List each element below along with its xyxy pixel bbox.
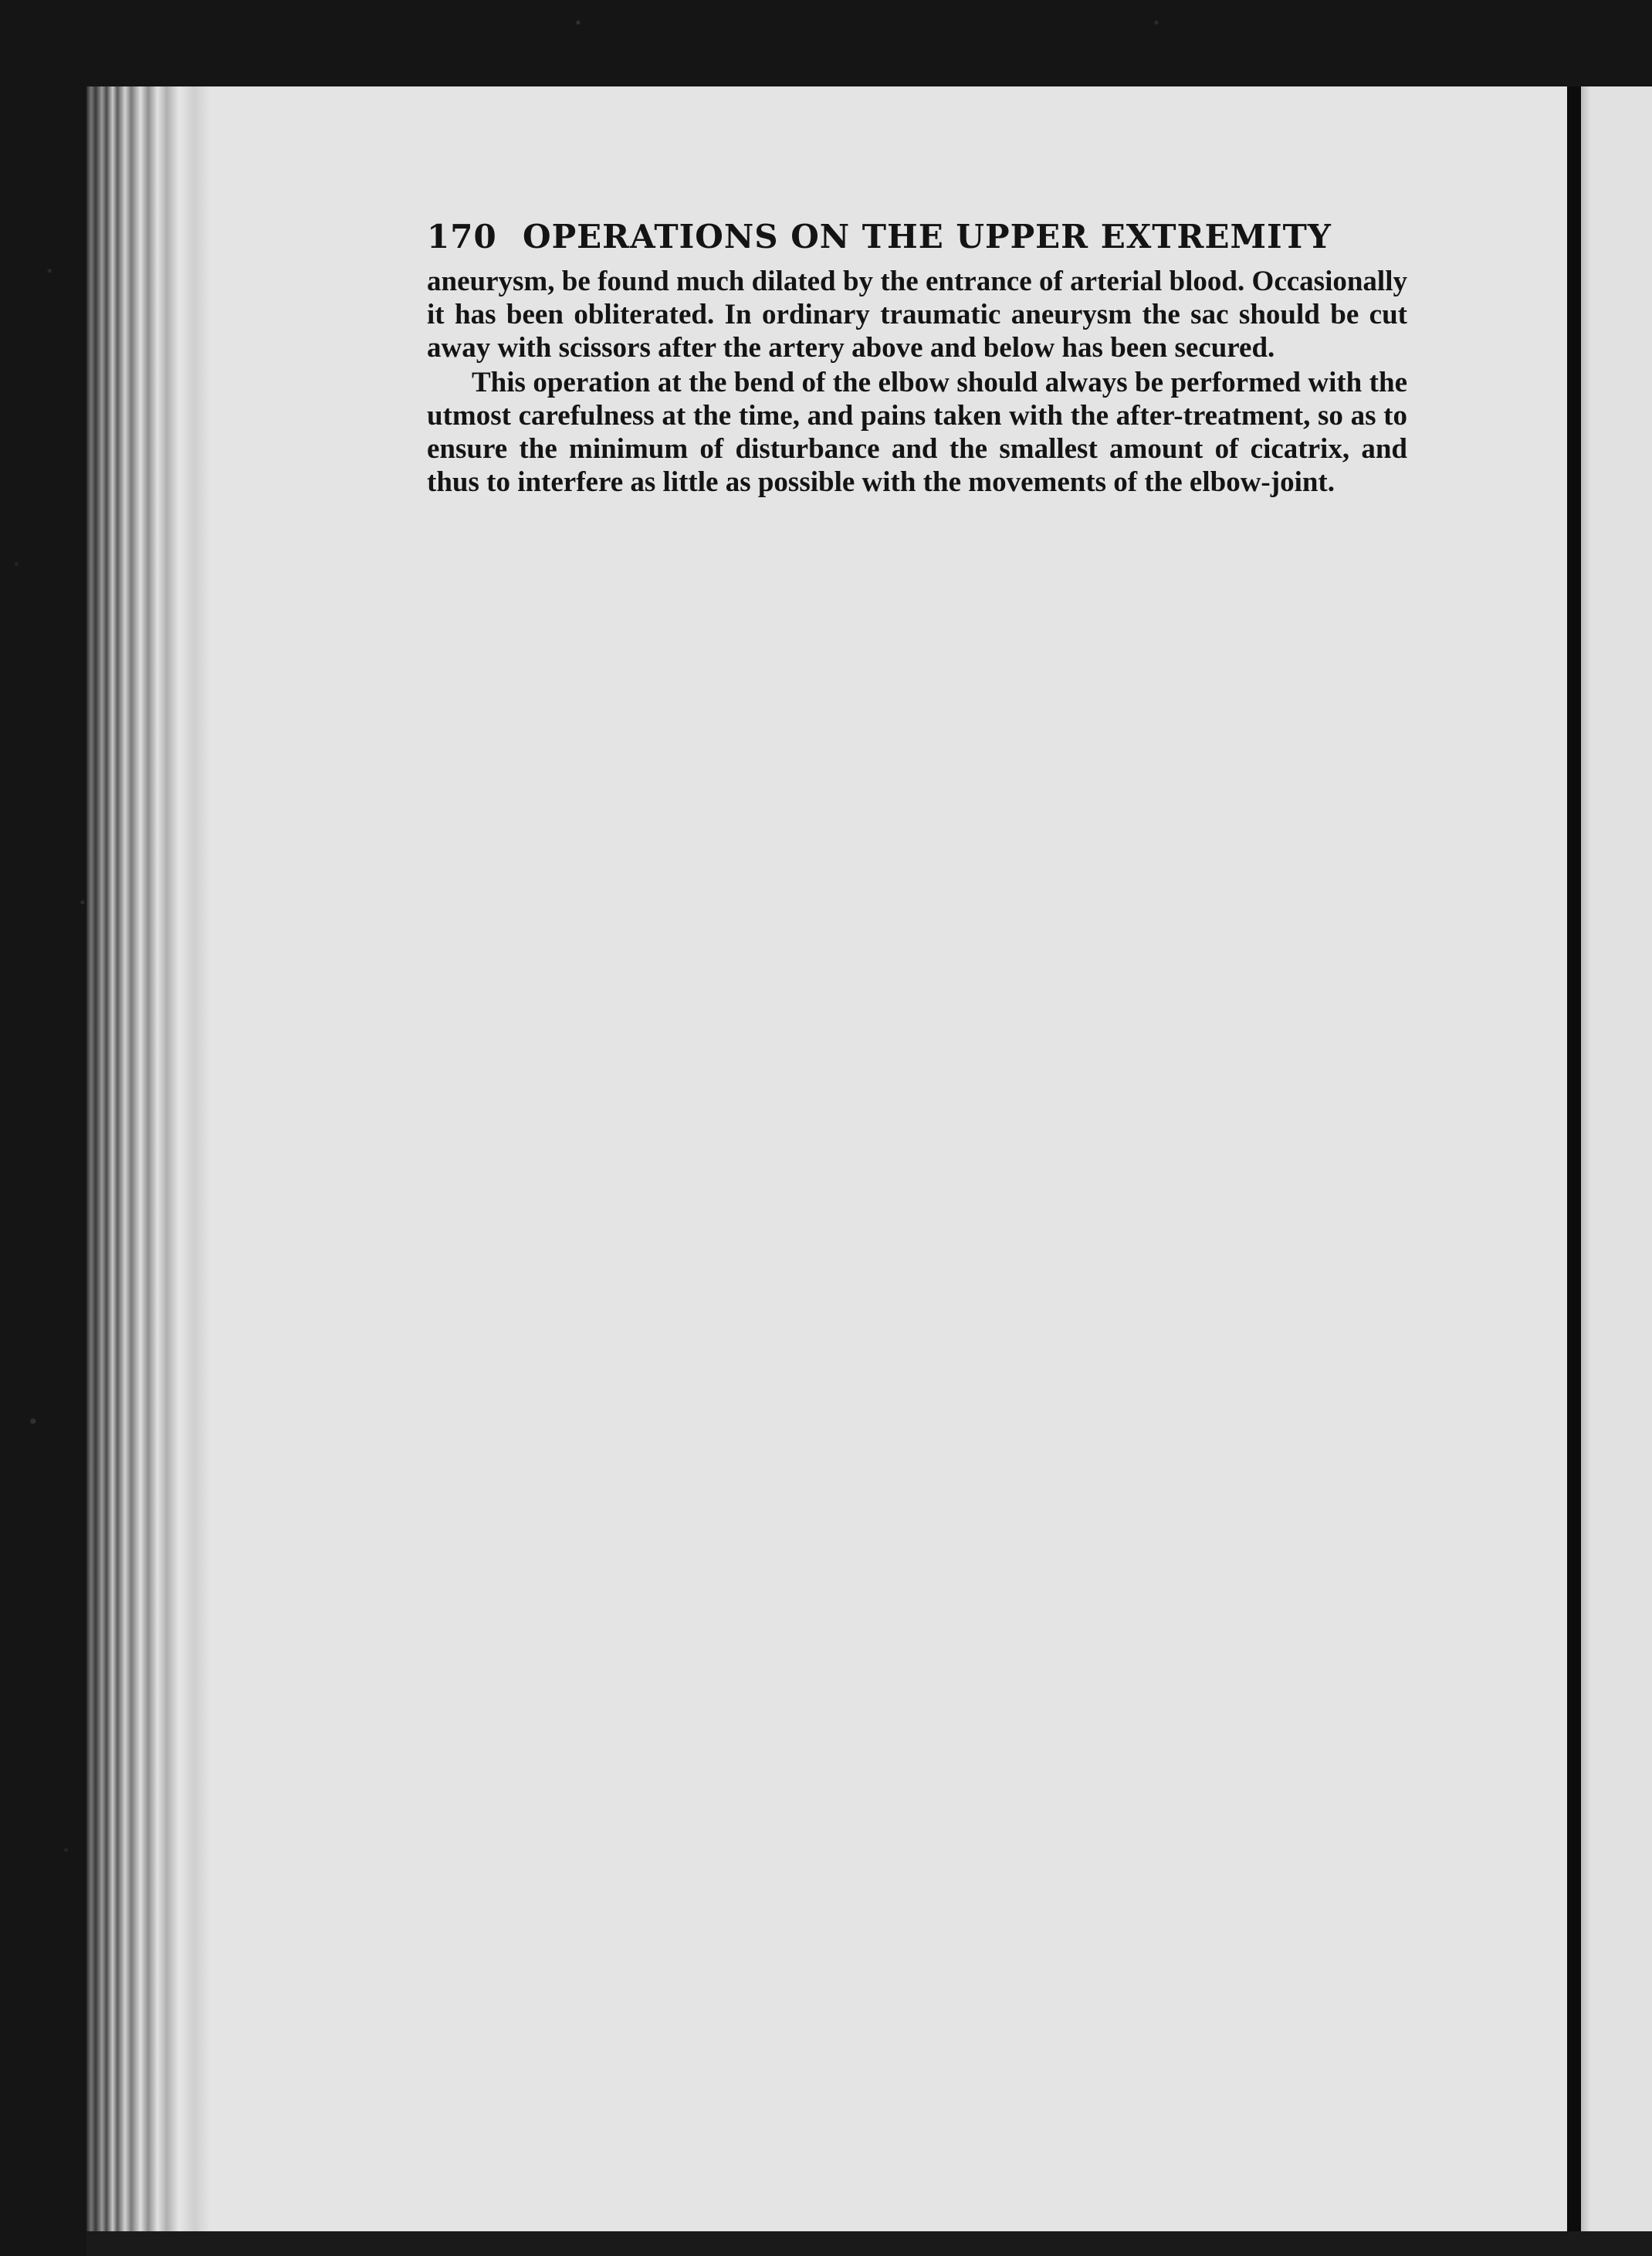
facing-page-edge [1581, 86, 1652, 2241]
page-number: 170 [427, 218, 497, 256]
page-stack-edges [86, 86, 225, 2241]
body-text [427, 265, 1407, 499]
bottom-shadow [86, 2231, 1652, 2256]
page-text-block [427, 218, 1407, 499]
paragraph-2: This operation at the bend of the elbow should always be performed with the utmost carefulness at the time, and pains taken with the after-treatment, so as to ensure the minimum of disturbance and the smallest amount of cicatrix, and thus to interfere as little as possible with the movements of the elbow-joint. [427, 367, 1407, 498]
book-gutter [1567, 86, 1581, 2241]
running-head [427, 218, 1407, 256]
paragraph-1: aneurysm, be found much dilated by the entrance of arterial blood. Occasionally it has been obliterated. In ordinary traumatic aneurysm the sac should be cut away with scissors after the artery above and below has been secured. [427, 266, 1407, 364]
running-head-title: OPERATIONS ON THE UPPER EXTREMITY [523, 218, 1332, 256]
